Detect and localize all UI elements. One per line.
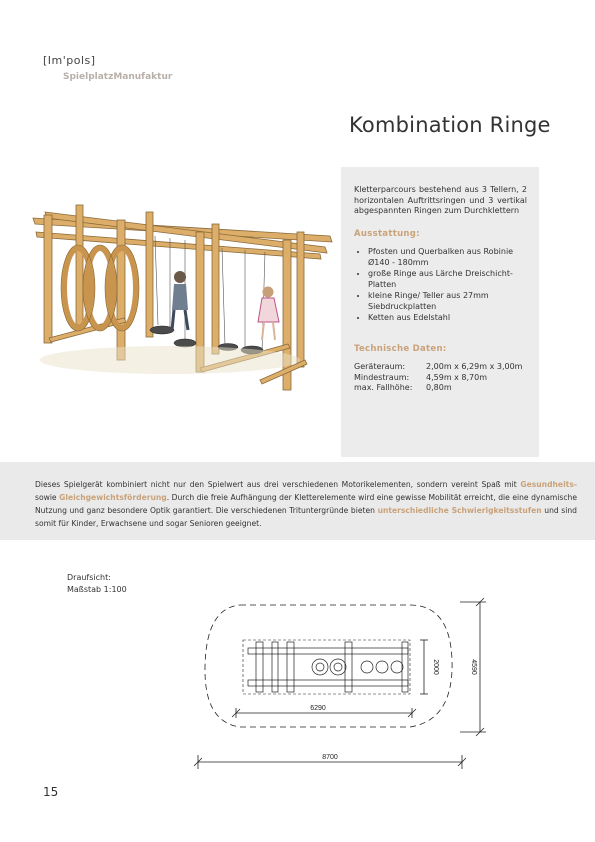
list-item: • Ketten aus Edelstahl <box>368 313 527 324</box>
tech-label: Mindestraum: <box>354 372 410 382</box>
list-item: • Pfosten und Querbalken aus Robinie Ø140 - 180mm <box>368 247 527 268</box>
product-description: Kletterparcours bestehend aus 3 Tellern, 2 horizontalen Auftrittsringen und 3 vertikal abgespannten Ringen zum Durchklettern <box>354 185 527 215</box>
tech-value: 2,00m x 6,29m x 3,00m <box>426 362 523 371</box>
product-info-box <box>341 167 539 457</box>
brand-name: [Im'pols] <box>43 54 96 67</box>
list-item: • große Ringe aus Lärche Dreischicht-Platten <box>368 269 527 290</box>
brand-logo <box>43 54 172 82</box>
band-text: sowie <box>35 493 60 502</box>
page-title: Kombination Ringe <box>349 113 551 137</box>
equipment-list <box>354 247 527 324</box>
dim-inner-width: 6290 <box>310 705 326 712</box>
plan-scale: Maßstab 1:100 <box>67 585 127 594</box>
band-highlight: Gesundheits- <box>520 480 577 489</box>
tech-label: max. Fallhöhe: <box>354 383 413 392</box>
band-text: Dieses Spielgerät kombiniert nicht nur den Spielwert aus drei verschiedenen Motorikelementen, sondern vereint Spaß mit <box>35 480 521 489</box>
list-item: • kleine Ringe/ Teller aus 27mm Siebdruckplatten <box>368 291 527 312</box>
equipment-heading: Ausstattung: <box>354 228 420 239</box>
tech-data-table <box>354 362 527 394</box>
dim-inner-height: 2000 <box>432 659 439 675</box>
tech-heading: Technische Daten: <box>354 343 447 354</box>
plan-title: Draufsicht: <box>67 573 111 582</box>
tech-value: 4,59m x 8,70m <box>426 372 488 382</box>
brand-subtitle: SpielplatzManufaktur <box>63 72 173 82</box>
tech-label: Geräteraum: <box>354 362 406 371</box>
band-text: . Durch die freie Aufhängung der Kletterelemente wird eine gewisse Mobilität erreicht, die eine dynamische Nutzung und ganz besondere Optik garantiert. Die verschiedenen Trituntergründe bieten <box>35 493 577 515</box>
page-number: 15 <box>43 785 59 799</box>
band-highlight: unterschiedliche Schwierigkeitsstufen <box>377 506 542 515</box>
dim-outer-width: 8700 <box>322 754 338 761</box>
band-highlight: Gleichgewichtsförderung <box>59 493 167 502</box>
description-band <box>0 462 595 540</box>
plan-label <box>67 572 127 596</box>
tech-value: 0,80m <box>426 383 452 392</box>
band-text: und sind somit für Kinder, Erwachsene und sogar Senioren geeignet. <box>35 506 577 528</box>
dim-outer-height: 4590 <box>470 659 477 675</box>
